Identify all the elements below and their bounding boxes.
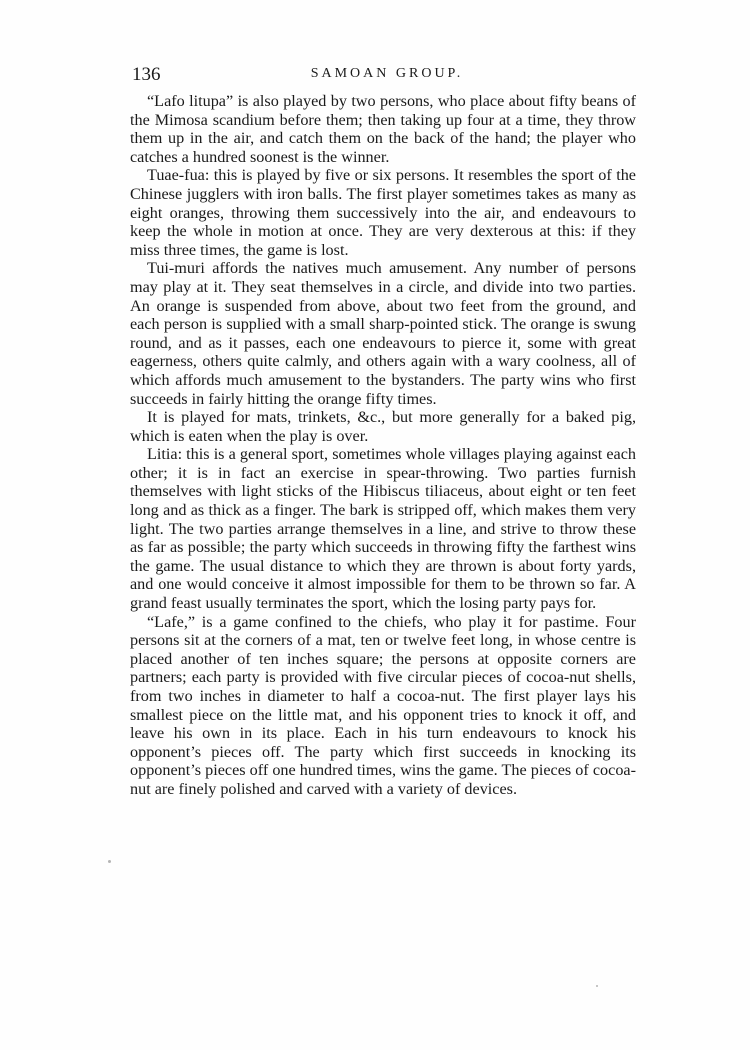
paragraph-lafo-litupa: “Lafo litupa” is also played by two persons, who place about fifty beans of the Mimosa scandium before them; then taking up four at a time, they throw them up in the air, and catch them on the back of the hand; the player who catches a hundred soonest is the winner. xyxy=(130,92,636,166)
running-head: SAMOAN GROUP. xyxy=(310,66,464,81)
page-body xyxy=(130,92,636,799)
paragraph-tui-muri: Tui-muri affords the natives much amusement. Any number of persons may play at it. They seat themselves in a circle, and divide into two parties. An orange is suspended from above, about two feet from the ground, and each person is supplied with a small sharp-pointed stick. The orange is swung round, and as it passes, each one endeavours to pierce it, some with great eagerness, others quite calmly, and others again with a wary coolness, all of which affords much amusement to the bystanders. The party wins who first succeeds in fairly hitting the orange fifty times. xyxy=(130,259,636,408)
paragraph-litia: Litia: this is a general sport, sometimes whole villages playing against each other; it is in fact an exercise in spear-throwing. Two parties furnish themselves with light sticks of the Hibiscus tiliaceus, about eight or ten feet long and as thick as a finger. The bark is stripped off, which makes them very light. The two parties arrange themselves in a line, and strive to throw these as far as possible; the party which succeeds in throwing fifty the farthest wins the game. The usual distance to which they are thrown is about forty yards, and one would conceive it almost impossible for them to be thrown so far. A grand feast usually terminates the sport, which the losing party pays for. xyxy=(130,445,636,613)
paragraph-tui-muri-stakes: It is played for mats, trinkets, &c., but more generally for a baked pig, which is eaten when the play is over. xyxy=(130,408,636,445)
paper-speck xyxy=(596,985,598,987)
paper-speck xyxy=(108,860,111,863)
paragraph-tuae-fua: Tuae-fua: this is played by five or six persons. It resembles the sport of the Chinese jugglers with iron balls. The first player sometimes takes as many as eight oranges, throwing them successively into the air, and endeavours to keep the whole in motion at once. They are very dexterous at this: if they miss three times, the game is lost. xyxy=(130,166,636,259)
page-header xyxy=(132,64,642,90)
paragraph-lafe: “Lafe,” is a game confined to the chiefs, who play it for pastime. Four persons sit at the corners of a mat, ten or twelve feet long, in whose centre is placed another of ten inches square; the persons at opposite corners are partners; each party is provided with five circular pieces of cocoa-nut shells, from two inches in diameter to half a cocoa-nut. The first player lays his smallest piece on the little mat, and his opponent tries to knock it off, and leave his own in its place. Each in his turn endeavours to knock his opponent’s pieces off. The party which first succeeds in knocking its opponent’s pieces off one hundred times, wins the game. The pieces of cocoa-nut are finely polished and carved with a variety of devices. xyxy=(130,612,636,798)
page-number: 136 xyxy=(132,64,161,85)
